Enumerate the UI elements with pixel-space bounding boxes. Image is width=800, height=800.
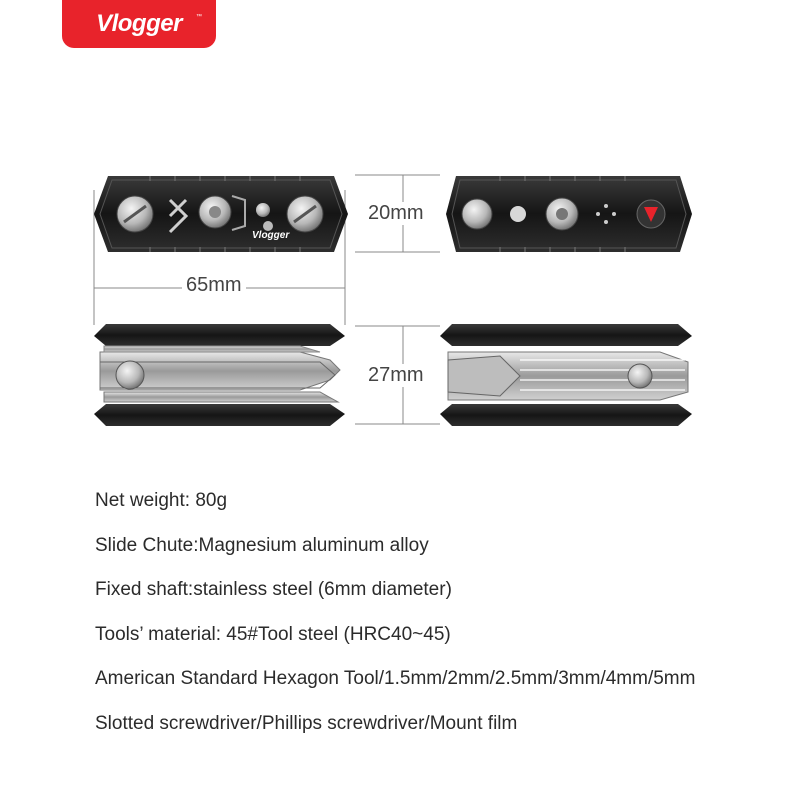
spec-list (95, 488, 785, 755)
spec-slide-chute: Slide Chute:Magnesium aluminum alloy (95, 534, 429, 556)
brand-name: Vlogger (96, 10, 182, 37)
brand-trademark: ™ (196, 14, 202, 20)
spec-hexagon-tools: American Standard Hexagon Tool/1.5mm/2mm/2.5mm/3mm/4mm/5mm (95, 668, 696, 689)
height-dimension-label: 20mm (364, 202, 428, 225)
spec-fixed-shaft: Fixed shaft:stainless steel (6mm diameter) (95, 579, 452, 600)
tool-front-view (94, 176, 348, 252)
spec-net-weight: Net weight: 80g (95, 490, 228, 511)
spec-tools-material: Tools’ material: 45#Tool steel (HRC40~45) (95, 623, 451, 645)
thickness-dimension-label: 27mm (364, 364, 428, 387)
engraved-logo: Vlogger (252, 230, 290, 241)
length-dimension-label: 65mm (182, 274, 246, 297)
tool-side-view-left (94, 324, 345, 426)
spec-screwdrivers: Slotted screwdriver/Phillips screwdriver/Mount film (95, 712, 518, 734)
tool-back-view (446, 176, 692, 252)
tool-side-view-right (440, 324, 692, 426)
